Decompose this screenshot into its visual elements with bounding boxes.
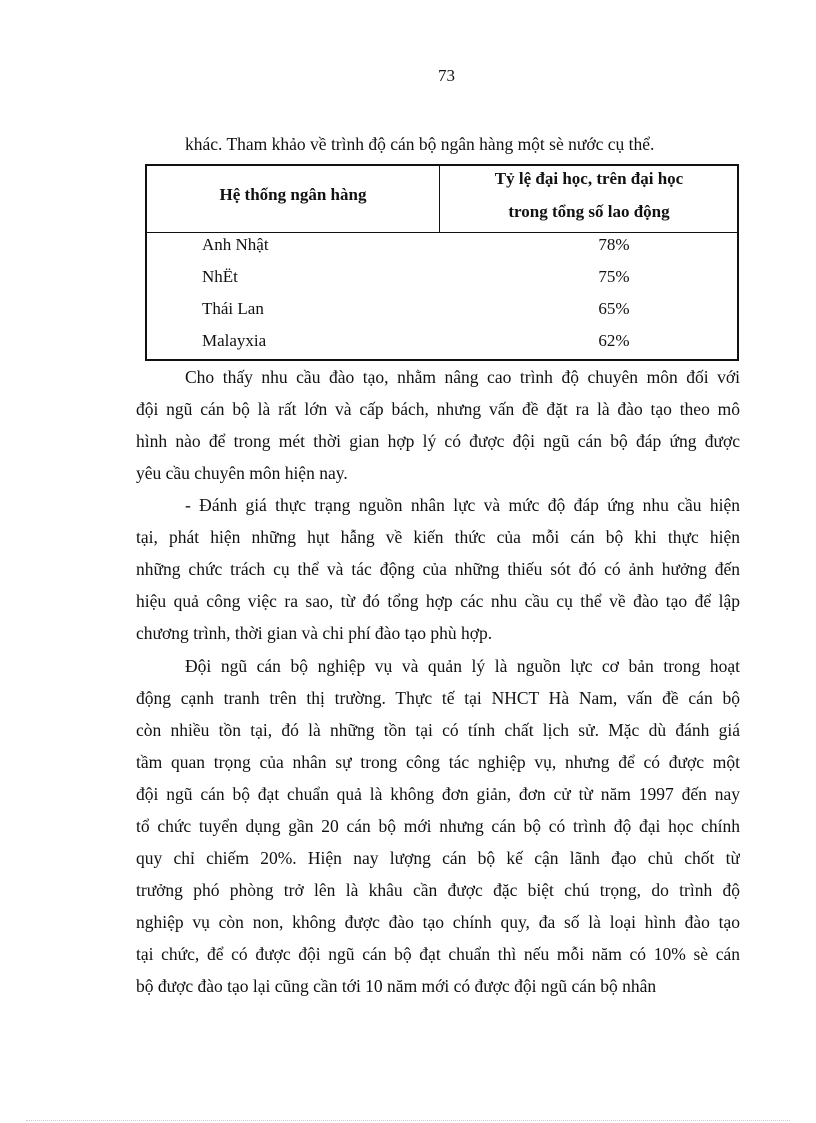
table-row-value: 78% — [598, 235, 630, 254]
table-row-name: Thái Lan — [202, 299, 264, 318]
paragraph-line: tổ chức tuyển dụng gần 20 cán bộ mới nhưng cán bộ có trình độ đại học chính — [136, 816, 740, 836]
paragraph-line: - Đánh giá thực trạng nguồn nhân lực và mức độ đáp ứng nhu cầu hiện — [185, 495, 740, 515]
table-row-value: 62% — [598, 331, 630, 350]
table-header-ratio-line2: trong tổng số lao động — [508, 202, 670, 221]
page-number: 73 — [438, 66, 455, 85]
table-row-name: NhËt — [202, 267, 238, 286]
paragraph-line: những chức trách cụ thể và tác động của những thiếu sót đó có ảnh hưởng đến — [136, 559, 740, 579]
paragraph-line: Cho thấy nhu cầu đào tạo, nhằm nâng cao trình độ chuyên môn đối với — [185, 367, 740, 387]
table-header-ratio-line1: Tỷ lệ đại học, trên đại học — [494, 169, 684, 188]
paragraph-line: tại chức, để có được đội ngũ cán bộ đạt chuẩn thì nếu mỗi năm có 10% sè cán — [136, 944, 740, 964]
table-row-name: Malayxia — [202, 331, 267, 350]
paragraph-line: chương trình, thời gian và chi phí đào tạo phù hợp. — [136, 623, 493, 643]
table-row-name: Anh Nhật — [202, 235, 269, 254]
table-header-divider — [147, 232, 737, 233]
paragraph-line: đội ngũ cán bộ là rất lớn và cấp bách, nhưng vấn đề đặt ra là đào tạo theo mô — [136, 399, 740, 419]
intro-line: khác. Tham khảo về trình độ cán bộ ngân hàng một sè nước cụ thể. — [185, 134, 655, 154]
table-row-value: 75% — [598, 267, 630, 286]
table-row-value: 65% — [598, 299, 630, 318]
paragraph-line: hình nào để trong mét thời gian hợp lý có được đội ngũ cán bộ đáp ứng được — [136, 431, 740, 451]
page-bottom-divider — [26, 1120, 790, 1121]
paragraph-line: quy chỉ chiếm 20%. Hiện nay lượng cán bộ kế cận lãnh đạo chủ chốt từ — [136, 848, 740, 868]
paragraph-line: nghiệp vụ còn non, không được đào tạo chính quy, đa số là loại hình đào tạo — [136, 912, 740, 932]
paragraph-line: tại, phát hiện những hụt hẫng về kiến thức của mỗi cán bộ khi thực hiện — [136, 527, 740, 547]
paragraph-line: còn nhiều tồn tại, đó là những tồn tại có tính chất lịch sử. Mặc dù đánh giá — [136, 720, 740, 740]
bank-staff-education-table — [145, 164, 739, 361]
table-header-bank-system: Hệ thống ngân hàng — [219, 185, 367, 204]
paragraph-line: tầm quan trọng của nhân sự trong công tác nghiệp vụ, nhưng để có được một — [136, 752, 740, 772]
paragraph-line: bộ được đào tạo lại cũng cần tới 10 năm mới có được đội ngũ cán bộ nhân — [136, 976, 657, 996]
paragraph-line: động cạnh tranh trên thị trường. Thực tế tại NHCT Hà Nam, vấn đề cán bộ — [136, 688, 740, 708]
paragraph-line: trưởng phó phòng trở lên là khâu cần được đặc biệt chú trọng, do trình độ — [136, 880, 740, 900]
paragraph-line: hiệu quả công việc ra sao, từ đó tổng hợp các nhu cầu cụ thể về đào tạo để lập — [136, 591, 740, 611]
paragraph-line: Đội ngũ cán bộ nghiệp vụ và quản lý là nguồn lực cơ bản trong hoạt — [185, 656, 740, 676]
paragraph-line: yêu cầu chuyên môn hiện nay. — [136, 463, 348, 483]
paragraph-line: đội ngũ cán bộ đạt chuẩn quả là không đơn giản, đơn cử từ năm 1997 đến nay — [136, 784, 740, 804]
